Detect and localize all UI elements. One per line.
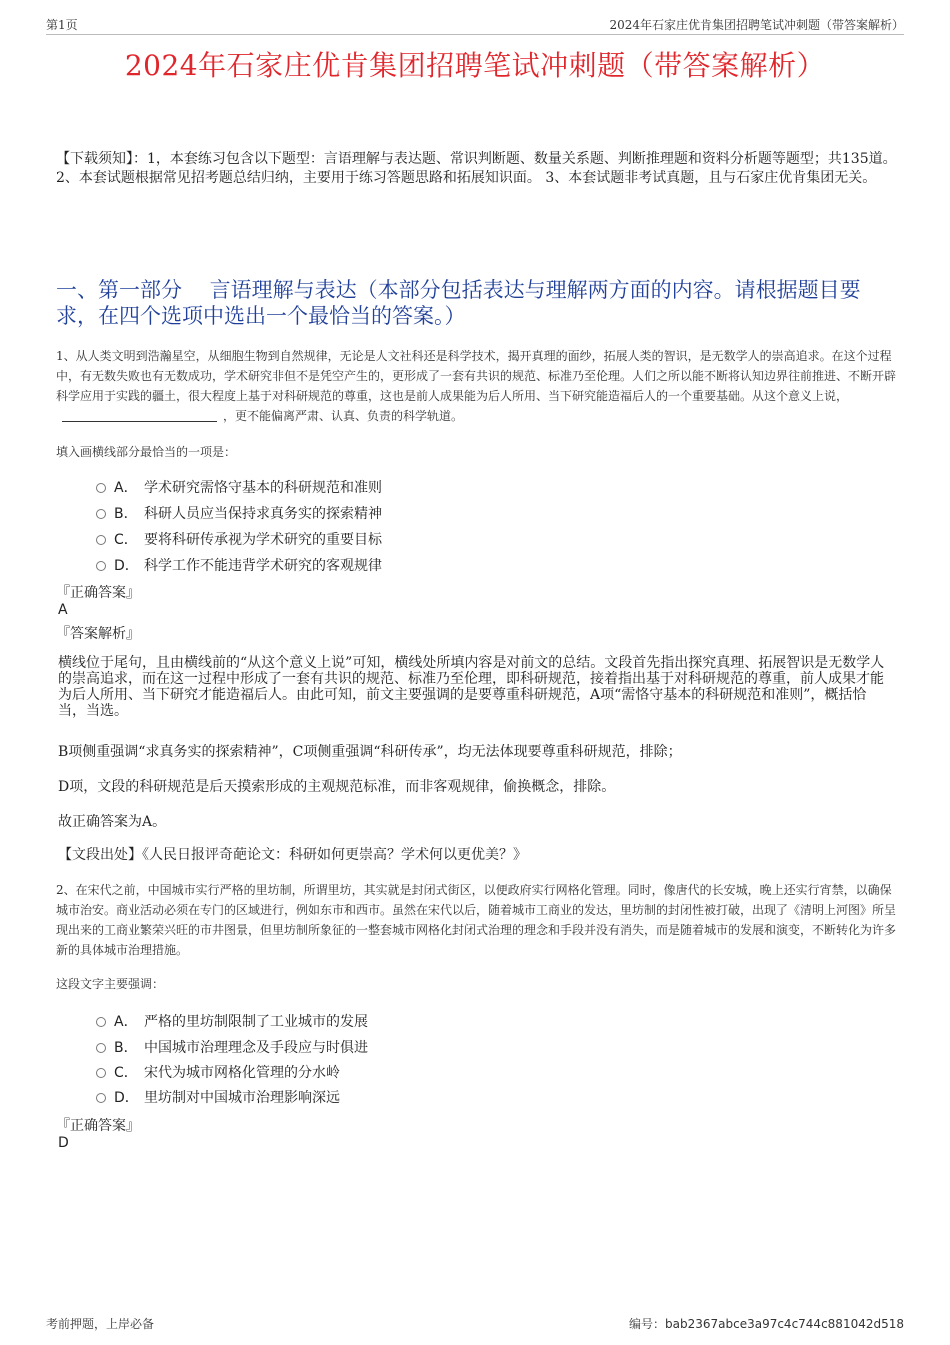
analysis-paragraph: B项侧重强调“求真务实的探索精神”，C项侧重强调“科研传承”，均无法体现要尊重科研规范，排除； [58, 744, 682, 760]
footer-slogan: 考前押题，上岸必备 [46, 1317, 155, 1331]
page-number: 第1页 [46, 18, 78, 32]
radio-icon[interactable] [96, 509, 106, 519]
question-1-analysis-label: 『答案解析』 [56, 626, 140, 642]
question-2-option-b[interactable]: B． 中国城市治理理念及手段应与时俱进 [96, 1037, 368, 1057]
question-1-option-b[interactable]: B． 科研人员应当保持求真务实的探索精神 [96, 503, 382, 523]
analysis-paragraph: D项，文段的科研规范是后天摸索形成的主观规范标准，而非客观规律，偷换概念，排除。 [58, 779, 616, 795]
question-1-text [56, 346, 901, 426]
download-notice: 【下载须知】：1，本套练习包含以下题型：言语理解与表达题、常识判断题、数量关系题、判断推理题和资料分析题等题型；共135道。 2、本套试题根据常见招考题总结归纳，主要用于练习答题思路和拓展知识面。 3、本套试题非考试真题，且与石家庄优肯集团无关。 [56, 151, 897, 186]
radio-icon[interactable] [96, 561, 106, 571]
analysis-paragraph: 横线位于尾句，且由横线前的“从这个意义上说”可知，横线处所填内容是对前文的总结。文段首先指出探究真理、拓展智识是无数学人的崇高追求，而在这一过程中形成了一套有共识的规范、标准乃至伦理，即科研规范，接着指出基于对科研规范的尊重，前人成果才能为后人所用、当下研究才能造福后人。由此可知，前文主要强调的是要尊重科研规范，A项“需恪守基本的科研规范和准则”，概括恰当，当选。 [58, 655, 885, 719]
question-2-prompt: 这段文字主要强调： [56, 977, 165, 991]
question-1-stem: 1、从人类文明到浩瀚星空，从细胞生物到自然规律，无论是人文社科还是科学技术，揭开真理的面纱，拓展人类的智识，是无数学人的崇高追求。在这个过程中，有无数失败也有无数成功，学术研究非但不是凭空产生的，更形成了一套有共识的规范、标准乃至伦理。人们之所以能不断将认知边界往前推进、不断开辟科学应用于实践的疆土，很大程度上基于对科研规范的尊重，这也是前人成果能为后人所用、当下研究能造福后人的一个重要基础。从这个意义上说， [56, 349, 897, 403]
section-title: 一、第一部分 言语理解与表达（本部分包括表达与理解两方面的内容。请根据题目要求，在四个选项中选出一个最恰当的答案。） [56, 278, 861, 328]
radio-icon[interactable] [96, 1043, 106, 1053]
question-1-stem-end: ，更不能偏离严肃、认真、负责的科学轨道。 [223, 409, 464, 423]
source-citation: 【文段出处】《人民日报评奇葩论文：科研如何更崇高？学术何以更优美？》 [58, 847, 527, 863]
question-1-option-c[interactable]: C． 要将科研传承视为学术研究的重要目标 [96, 529, 382, 549]
fill-blank [62, 409, 217, 422]
radio-icon[interactable] [96, 1068, 106, 1078]
question-2-text: 2、在宋代之前，中国城市实行严格的里坊制，所谓里坊，其实就是封闭式街区，以便政府实行网格化管理。同时，像唐代的长安城，晚上还实行宵禁，以确保城市治安。商业活动必须在专门的区域进行，例如东市和西市。虽然在宋代以后，随着城市工商业的发达，里坊制的封闭性被打破，出现了《清明上河图》所呈现出来的工商业繁荣兴旺的市井图景，但里坊制所象征的一整套城市网格化封闭式治理的理念和手段并没有消失，而是随着城市的发展和演变，不断转化为许多新的具体城市治理措施。 [56, 883, 897, 957]
page-header [46, 14, 904, 35]
question-1-prompt: 填入画横线部分最恰当的一项是： [56, 445, 237, 459]
question-2-option-c[interactable]: C． 宋代为城市网格化管理的分水岭 [96, 1062, 340, 1082]
analysis-paragraph: 故正确答案为A。 [58, 814, 167, 830]
radio-icon[interactable] [96, 1017, 106, 1027]
radio-icon[interactable] [96, 483, 106, 493]
question-2-answer: D [58, 1135, 69, 1151]
question-1-answer-label: 『正确答案』 [56, 585, 140, 601]
question-1-answer: A [58, 602, 68, 618]
document-code: 编号：bab2367abce3a97c4c744c881042d518 [628, 1317, 904, 1331]
radio-icon[interactable] [96, 1093, 106, 1103]
question-2-option-a[interactable]: A． 严格的里坊制限制了工业城市的发展 [96, 1011, 368, 1031]
question-1-option-d[interactable]: D． 科学工作不能违背学术研究的客观规律 [96, 555, 382, 575]
header-doc-title: 2024年石家庄优肯集团招聘笔试冲刺题（带答案解析） [609, 18, 904, 32]
question-1-option-a[interactable]: A． 学术研究需恪守基本的科研规范和准则 [96, 477, 382, 497]
question-2-option-d[interactable]: D． 里坊制对中国城市治理影响深远 [96, 1087, 340, 1107]
question-2-answer-label: 『正确答案』 [56, 1118, 140, 1134]
radio-icon[interactable] [96, 535, 106, 545]
document-title: 2024年石家庄优肯集团招聘笔试冲刺题（带答案解析） [124, 49, 826, 82]
